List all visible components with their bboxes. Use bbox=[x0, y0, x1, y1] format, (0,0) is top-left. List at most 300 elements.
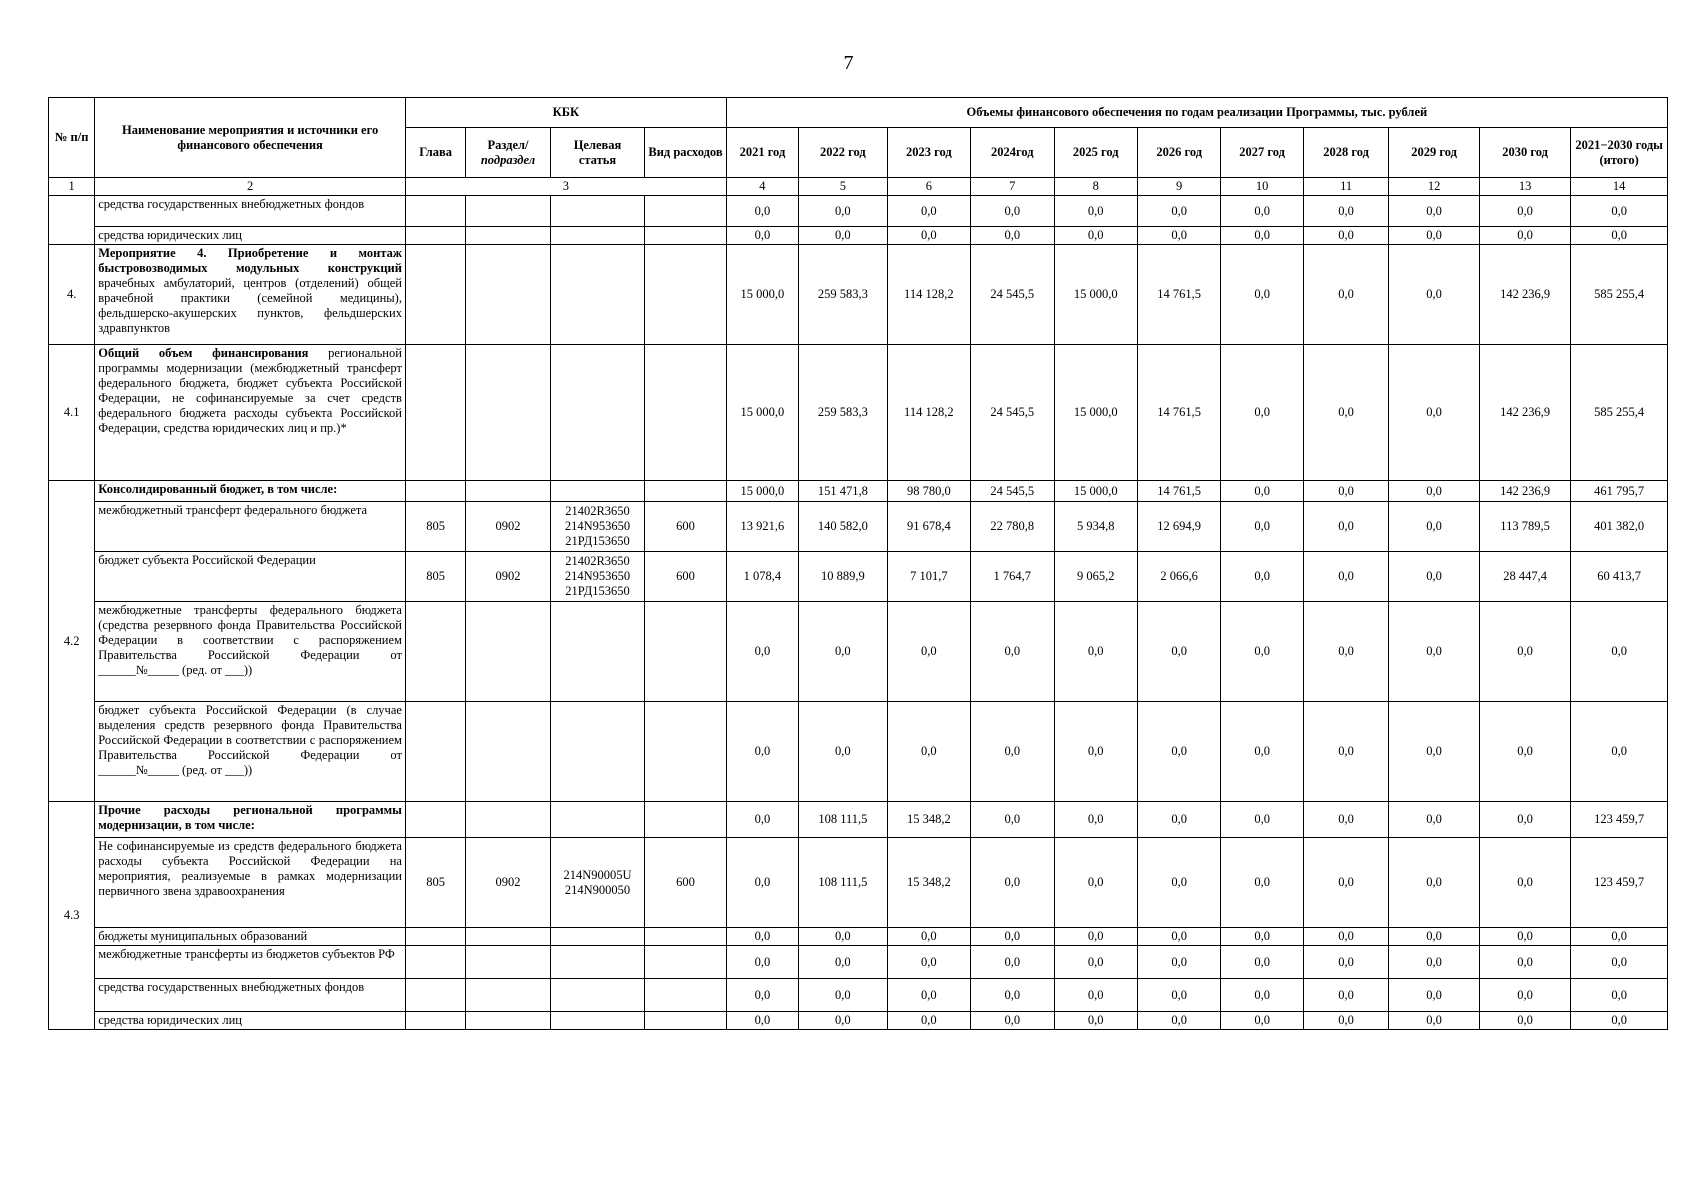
value-cell: 0,0 bbox=[1054, 1012, 1137, 1030]
row-number bbox=[49, 196, 95, 245]
row-label-text: межбюджетные трансферты из бюджетов субъектов РФ bbox=[98, 947, 395, 961]
value-cell: 0,0 bbox=[1389, 838, 1479, 928]
row-label-text: бюджеты муниципальных образований bbox=[98, 929, 308, 943]
header-kbk: КБК bbox=[405, 98, 726, 128]
value-cell: 0,0 bbox=[1221, 602, 1303, 702]
row-label bbox=[95, 227, 406, 245]
col-number: 13 bbox=[1479, 178, 1571, 196]
value-cell: 0,0 bbox=[1303, 552, 1388, 602]
value-cell: 0,0 bbox=[971, 928, 1054, 946]
kbk-vid bbox=[645, 1012, 726, 1030]
value-cell: 0,0 bbox=[1137, 702, 1220, 802]
value-cell: 0,0 bbox=[1389, 502, 1479, 552]
value-cell: 0,0 bbox=[1054, 196, 1137, 227]
value-cell: 0,0 bbox=[726, 802, 798, 838]
row-label-text: бюджет субъекта Российской Федерации bbox=[98, 553, 316, 567]
value-cell: 15 348,2 bbox=[887, 838, 970, 928]
value-cell: 7 101,7 bbox=[887, 552, 970, 602]
value-cell: 0,0 bbox=[887, 196, 970, 227]
kbk-razdel: 0902 bbox=[466, 552, 550, 602]
value-cell: 15 000,0 bbox=[726, 245, 798, 345]
kbk-glava: 805 bbox=[405, 502, 465, 552]
table-row bbox=[49, 552, 1668, 602]
value-cell: 0,0 bbox=[799, 979, 887, 1012]
value-cell: 15 000,0 bbox=[726, 481, 798, 502]
value-cell: 0,0 bbox=[1303, 345, 1388, 481]
header-year: 2027 год bbox=[1221, 128, 1303, 178]
value-cell: 0,0 bbox=[1221, 481, 1303, 502]
header-year: 2022 год bbox=[799, 128, 887, 178]
value-cell: 0,0 bbox=[1221, 802, 1303, 838]
row-number: 4. bbox=[49, 245, 95, 345]
value-cell: 0,0 bbox=[799, 946, 887, 979]
row-label bbox=[95, 481, 406, 502]
kbk-vid bbox=[645, 702, 726, 802]
kbk-statya bbox=[550, 1012, 645, 1030]
value-cell: 0,0 bbox=[1221, 227, 1303, 245]
value-cell: 0,0 bbox=[1571, 702, 1668, 802]
header-year: 2030 год bbox=[1479, 128, 1571, 178]
row-label bbox=[95, 345, 406, 481]
value-cell: 585 255,4 bbox=[1571, 245, 1668, 345]
kbk-vid bbox=[645, 227, 726, 245]
col-number: 3 bbox=[405, 178, 726, 196]
col-number: 10 bbox=[1221, 178, 1303, 196]
value-cell: 0,0 bbox=[971, 1012, 1054, 1030]
value-cell: 15 348,2 bbox=[887, 802, 970, 838]
table-row bbox=[49, 979, 1668, 1012]
value-cell: 0,0 bbox=[1054, 227, 1137, 245]
value-cell: 0,0 bbox=[1389, 227, 1479, 245]
header-glava: Глава bbox=[405, 128, 465, 178]
value-cell: 0,0 bbox=[1054, 946, 1137, 979]
value-cell: 24 545,5 bbox=[971, 481, 1054, 502]
value-cell: 0,0 bbox=[887, 602, 970, 702]
table-body bbox=[49, 196, 1668, 1030]
value-cell: 0,0 bbox=[1571, 227, 1668, 245]
value-cell: 0,0 bbox=[1303, 227, 1388, 245]
col-number: 12 bbox=[1389, 178, 1479, 196]
value-cell: 0,0 bbox=[887, 227, 970, 245]
table-row bbox=[49, 345, 1668, 481]
header-year: 2021 год bbox=[726, 128, 798, 178]
kbk-statya bbox=[550, 946, 645, 979]
value-cell: 0,0 bbox=[1137, 838, 1220, 928]
kbk-vid bbox=[645, 928, 726, 946]
value-cell: 28 447,4 bbox=[1479, 552, 1571, 602]
header-year: 2025 год bbox=[1054, 128, 1137, 178]
kbk-glava bbox=[405, 979, 465, 1012]
header-year: 2028 год bbox=[1303, 128, 1388, 178]
kbk-statya: 21402R3650 214N953650 21РД153650 bbox=[550, 552, 645, 602]
row-label-text: средства государственных внебюджетных фондов bbox=[98, 980, 365, 994]
value-cell: 0,0 bbox=[971, 979, 1054, 1012]
value-cell: 0,0 bbox=[1479, 838, 1571, 928]
table-row bbox=[49, 602, 1668, 702]
value-cell: 0,0 bbox=[1389, 196, 1479, 227]
row-label-bold: Мероприятие 4. Приобретение и монтаж быстровозводимых модульных конструкций bbox=[98, 246, 402, 275]
value-cell: 1 764,7 bbox=[971, 552, 1054, 602]
value-cell: 13 921,6 bbox=[726, 502, 798, 552]
value-cell: 0,0 bbox=[1303, 502, 1388, 552]
col-number: 7 bbox=[971, 178, 1054, 196]
value-cell: 12 694,9 bbox=[1137, 502, 1220, 552]
kbk-statya bbox=[550, 702, 645, 802]
value-cell: 0,0 bbox=[726, 946, 798, 979]
value-cell: 0,0 bbox=[1571, 196, 1668, 227]
value-cell: 0,0 bbox=[1054, 802, 1137, 838]
value-cell: 0,0 bbox=[1303, 602, 1388, 702]
kbk-vid bbox=[645, 979, 726, 1012]
value-cell: 0,0 bbox=[971, 802, 1054, 838]
kbk-razdel bbox=[466, 802, 550, 838]
kbk-vid bbox=[645, 602, 726, 702]
value-cell: 22 780,8 bbox=[971, 502, 1054, 552]
row-label-text: межбюджетный трансферт федерального бюджета bbox=[98, 503, 368, 517]
kbk-glava bbox=[405, 1012, 465, 1030]
value-cell: 0,0 bbox=[1389, 602, 1479, 702]
value-cell: 259 583,3 bbox=[799, 345, 887, 481]
value-cell: 0,0 bbox=[1303, 245, 1388, 345]
row-number: 4.3 bbox=[49, 802, 95, 1030]
kbk-razdel bbox=[466, 481, 550, 502]
col-number: 2 bbox=[95, 178, 406, 196]
value-cell: 0,0 bbox=[1389, 979, 1479, 1012]
value-cell: 0,0 bbox=[1479, 928, 1571, 946]
kbk-vid: 600 bbox=[645, 838, 726, 928]
row-label bbox=[95, 979, 406, 1012]
value-cell: 142 236,9 bbox=[1479, 345, 1571, 481]
value-cell: 401 382,0 bbox=[1571, 502, 1668, 552]
value-cell: 0,0 bbox=[1221, 1012, 1303, 1030]
kbk-statya: 214N90005U 214N900050 bbox=[550, 838, 645, 928]
value-cell: 0,0 bbox=[971, 602, 1054, 702]
value-cell: 0,0 bbox=[1303, 1012, 1388, 1030]
value-cell: 0,0 bbox=[1571, 946, 1668, 979]
value-cell: 0,0 bbox=[1221, 552, 1303, 602]
header-statya: Целевая статья bbox=[550, 128, 645, 178]
value-cell: 0,0 bbox=[1479, 196, 1571, 227]
value-cell: 0,0 bbox=[971, 946, 1054, 979]
value-cell: 0,0 bbox=[887, 946, 970, 979]
kbk-vid bbox=[645, 196, 726, 227]
kbk-vid: 600 bbox=[645, 502, 726, 552]
value-cell: 0,0 bbox=[726, 602, 798, 702]
value-cell: 0,0 bbox=[1137, 946, 1220, 979]
value-cell: 0,0 bbox=[1221, 979, 1303, 1012]
value-cell: 0,0 bbox=[726, 227, 798, 245]
value-cell: 0,0 bbox=[1221, 946, 1303, 979]
page-number: 7 bbox=[843, 52, 854, 74]
kbk-glava bbox=[405, 196, 465, 227]
row-label bbox=[95, 196, 406, 227]
kbk-glava: 805 bbox=[405, 552, 465, 602]
col-number: 14 bbox=[1571, 178, 1668, 196]
value-cell: 0,0 bbox=[799, 196, 887, 227]
table-row bbox=[49, 928, 1668, 946]
header-num: № п/п bbox=[49, 98, 95, 178]
value-cell: 5 934,8 bbox=[1054, 502, 1137, 552]
kbk-razdel bbox=[466, 702, 550, 802]
value-cell: 0,0 bbox=[1389, 702, 1479, 802]
value-cell: 15 000,0 bbox=[1054, 345, 1137, 481]
row-label bbox=[95, 928, 406, 946]
value-cell: 24 545,5 bbox=[971, 245, 1054, 345]
value-cell: 0,0 bbox=[1054, 838, 1137, 928]
kbk-razdel: 0902 bbox=[466, 838, 550, 928]
row-label-text: средства юридических лиц bbox=[98, 1013, 242, 1027]
value-cell: 0,0 bbox=[887, 928, 970, 946]
kbk-statya bbox=[550, 245, 645, 345]
value-cell: 0,0 bbox=[1054, 602, 1137, 702]
row-number: 4.1 bbox=[49, 345, 95, 481]
value-cell: 114 128,2 bbox=[887, 245, 970, 345]
col-number: 9 bbox=[1137, 178, 1220, 196]
value-cell: 0,0 bbox=[1221, 245, 1303, 345]
column-number-row bbox=[49, 178, 1668, 196]
header-razdel: Раздел/ подраздел bbox=[466, 128, 550, 178]
row-label bbox=[95, 602, 406, 702]
value-cell: 113 789,5 bbox=[1479, 502, 1571, 552]
value-cell: 0,0 bbox=[1221, 838, 1303, 928]
value-cell: 0,0 bbox=[1389, 802, 1479, 838]
row-label-bold: Прочие расходы региональной программы модернизации, в том числе: bbox=[98, 803, 402, 832]
value-cell: 0,0 bbox=[1303, 481, 1388, 502]
value-cell: 0,0 bbox=[1137, 928, 1220, 946]
value-cell: 0,0 bbox=[971, 227, 1054, 245]
table-row bbox=[49, 502, 1668, 552]
value-cell: 0,0 bbox=[726, 1012, 798, 1030]
row-label-text: врачебных амбулаторий, центров (отделений) общей врачебной практики (семейной медицины), фельдшерско-акушерских пунктов, фельдшерских здравпунктов bbox=[98, 276, 402, 335]
table-row bbox=[49, 245, 1668, 345]
value-cell: 151 471,8 bbox=[799, 481, 887, 502]
kbk-vid: 600 bbox=[645, 552, 726, 602]
row-label bbox=[95, 552, 406, 602]
value-cell: 585 255,4 bbox=[1571, 345, 1668, 481]
value-cell: 0,0 bbox=[1303, 196, 1388, 227]
value-cell: 0,0 bbox=[1137, 602, 1220, 702]
value-cell: 0,0 bbox=[1389, 245, 1479, 345]
kbk-razdel bbox=[466, 345, 550, 481]
value-cell: 0,0 bbox=[1479, 979, 1571, 1012]
value-cell: 0,0 bbox=[1137, 227, 1220, 245]
value-cell: 0,0 bbox=[1054, 979, 1137, 1012]
value-cell: 0,0 bbox=[971, 196, 1054, 227]
kbk-statya bbox=[550, 979, 645, 1012]
value-cell: 9 065,2 bbox=[1054, 552, 1137, 602]
header-name: Наименование мероприятия и источники его финансового обеспечения bbox=[95, 98, 406, 178]
col-number: 11 bbox=[1303, 178, 1388, 196]
value-cell: 0,0 bbox=[1389, 1012, 1479, 1030]
value-cell: 0,0 bbox=[726, 838, 798, 928]
value-cell: 0,0 bbox=[1479, 802, 1571, 838]
financing-table bbox=[48, 97, 1668, 1030]
value-cell: 0,0 bbox=[1303, 802, 1388, 838]
kbk-vid bbox=[645, 946, 726, 979]
value-cell: 142 236,9 bbox=[1479, 481, 1571, 502]
value-cell: 2 066,6 bbox=[1137, 552, 1220, 602]
kbk-statya bbox=[550, 802, 645, 838]
value-cell: 0,0 bbox=[1137, 979, 1220, 1012]
value-cell: 0,0 bbox=[1571, 928, 1668, 946]
kbk-vid bbox=[645, 481, 726, 502]
table-row bbox=[49, 802, 1668, 838]
value-cell: 0,0 bbox=[1479, 1012, 1571, 1030]
value-cell: 24 545,5 bbox=[971, 345, 1054, 481]
kbk-statya bbox=[550, 481, 645, 502]
row-number: 4.2 bbox=[49, 481, 95, 802]
value-cell: 108 111,5 bbox=[799, 838, 887, 928]
kbk-statya bbox=[550, 602, 645, 702]
value-cell: 0,0 bbox=[1221, 702, 1303, 802]
row-label-text: бюджет субъекта Российской Федерации (в случае выделения средств резервного фонда Правительства Российской Федерации в соответствии с распоряжением Правительства Российской Федерации от ______№_____ (ред. от ___)) bbox=[98, 703, 402, 777]
kbk-glava bbox=[405, 345, 465, 481]
kbk-razdel bbox=[466, 602, 550, 702]
header-year: 2023 год bbox=[887, 128, 970, 178]
row-label-text: межбюджетные трансферты федерального бюджета (средства резервного фонда Правительства Российской Федерации в соответствии с распоряжением Правительства Российской Федерации от ______№_____ (ред. от ___)) bbox=[98, 603, 402, 677]
row-label-text: Не софинансируемые из средств федерального бюджета расходы субъекта Российской Федерации на мероприятия, реализуемые в рамках модернизации первичного звена здравоохранения bbox=[98, 839, 402, 898]
kbk-statya bbox=[550, 196, 645, 227]
row-label-text: средства юридических лиц bbox=[98, 228, 242, 242]
row-label bbox=[95, 1012, 406, 1030]
value-cell: 0,0 bbox=[971, 702, 1054, 802]
value-cell: 1 078,4 bbox=[726, 552, 798, 602]
kbk-razdel bbox=[466, 1012, 550, 1030]
table-row bbox=[49, 946, 1668, 979]
value-cell: 15 000,0 bbox=[1054, 245, 1137, 345]
row-label bbox=[95, 702, 406, 802]
row-label bbox=[95, 245, 406, 345]
value-cell: 0,0 bbox=[1479, 702, 1571, 802]
row-label-text: средства государственных внебюджетных фондов bbox=[98, 197, 365, 211]
value-cell: 0,0 bbox=[1054, 702, 1137, 802]
value-cell: 0,0 bbox=[1303, 979, 1388, 1012]
value-cell: 0,0 bbox=[1303, 946, 1388, 979]
col-number: 8 bbox=[1054, 178, 1137, 196]
kbk-glava bbox=[405, 802, 465, 838]
row-label bbox=[95, 946, 406, 979]
value-cell: 0,0 bbox=[799, 227, 887, 245]
value-cell: 60 413,7 bbox=[1571, 552, 1668, 602]
kbk-vid bbox=[645, 245, 726, 345]
row-label bbox=[95, 838, 406, 928]
kbk-razdel bbox=[466, 946, 550, 979]
value-cell: 0,0 bbox=[1389, 552, 1479, 602]
value-cell: 0,0 bbox=[887, 979, 970, 1012]
kbk-glava: 805 bbox=[405, 838, 465, 928]
kbk-glava bbox=[405, 946, 465, 979]
kbk-vid bbox=[645, 345, 726, 481]
kbk-statya bbox=[550, 227, 645, 245]
table-row bbox=[49, 481, 1668, 502]
value-cell: 123 459,7 bbox=[1571, 802, 1668, 838]
table-row bbox=[49, 1012, 1668, 1030]
value-cell: 0,0 bbox=[1221, 928, 1303, 946]
row-label-bold: Консолидированный бюджет, в том числе: bbox=[98, 482, 338, 496]
value-cell: 10 889,9 bbox=[799, 552, 887, 602]
value-cell: 0,0 bbox=[1221, 196, 1303, 227]
kbk-statya: 21402R3650 214N953650 21РД153650 bbox=[550, 502, 645, 552]
col-number: 6 bbox=[887, 178, 970, 196]
table-row bbox=[49, 838, 1668, 928]
kbk-razdel bbox=[466, 928, 550, 946]
value-cell: 0,0 bbox=[1479, 946, 1571, 979]
row-label-bold: Общий объем финансирования bbox=[98, 346, 309, 360]
row-label bbox=[95, 502, 406, 552]
kbk-razdel bbox=[466, 227, 550, 245]
table-row bbox=[49, 227, 1668, 245]
row-label-text: региональной программы модернизации (межбюджетный трансферт федерального бюджета, бюджет субъекта Российской Федерации, не софинансируемые за счет средств федерального бюджета расходы субъекта Российской Федерации, средства юридических лиц и пр.)* bbox=[98, 346, 402, 435]
kbk-statya bbox=[550, 345, 645, 481]
value-cell: 14 761,5 bbox=[1137, 345, 1220, 481]
value-cell: 0,0 bbox=[1389, 481, 1479, 502]
table-row bbox=[49, 702, 1668, 802]
value-cell: 98 780,0 bbox=[887, 481, 970, 502]
value-cell: 0,0 bbox=[1137, 1012, 1220, 1030]
header-year-total: 2021−2030 годы (итого) bbox=[1571, 128, 1668, 178]
row-label bbox=[95, 802, 406, 838]
col-number: 4 bbox=[726, 178, 798, 196]
value-cell: 0,0 bbox=[887, 702, 970, 802]
col-number: 1 bbox=[49, 178, 95, 196]
kbk-glava bbox=[405, 702, 465, 802]
value-cell: 0,0 bbox=[1479, 227, 1571, 245]
value-cell: 0,0 bbox=[1303, 838, 1388, 928]
value-cell: 0,0 bbox=[887, 1012, 970, 1030]
value-cell: 0,0 bbox=[726, 196, 798, 227]
value-cell: 0,0 bbox=[726, 979, 798, 1012]
value-cell: 0,0 bbox=[1137, 802, 1220, 838]
value-cell: 123 459,7 bbox=[1571, 838, 1668, 928]
header-year: 2024год bbox=[971, 128, 1054, 178]
value-cell: 0,0 bbox=[1571, 602, 1668, 702]
kbk-glava bbox=[405, 245, 465, 345]
kbk-glava bbox=[405, 602, 465, 702]
kbk-razdel bbox=[466, 245, 550, 345]
value-cell: 0,0 bbox=[1137, 196, 1220, 227]
value-cell: 0,0 bbox=[799, 1012, 887, 1030]
value-cell: 0,0 bbox=[1389, 928, 1479, 946]
value-cell: 259 583,3 bbox=[799, 245, 887, 345]
kbk-statya bbox=[550, 928, 645, 946]
table-row bbox=[49, 196, 1668, 227]
value-cell: 0,0 bbox=[799, 602, 887, 702]
value-cell: 0,0 bbox=[1303, 702, 1388, 802]
value-cell: 142 236,9 bbox=[1479, 245, 1571, 345]
kbk-glava bbox=[405, 227, 465, 245]
header-volumes: Объемы финансового обеспечения по годам реализации Программы, тыс. рублей bbox=[726, 98, 1667, 128]
value-cell: 0,0 bbox=[799, 702, 887, 802]
kbk-glava bbox=[405, 481, 465, 502]
value-cell: 0,0 bbox=[726, 928, 798, 946]
value-cell: 0,0 bbox=[1389, 345, 1479, 481]
value-cell: 0,0 bbox=[1389, 946, 1479, 979]
kbk-razdel: 0902 bbox=[466, 502, 550, 552]
value-cell: 14 761,5 bbox=[1137, 481, 1220, 502]
header-year: 2029 год bbox=[1389, 128, 1479, 178]
value-cell: 0,0 bbox=[971, 838, 1054, 928]
kbk-razdel bbox=[466, 979, 550, 1012]
value-cell: 461 795,7 bbox=[1571, 481, 1668, 502]
value-cell: 0,0 bbox=[1221, 502, 1303, 552]
value-cell: 91 678,4 bbox=[887, 502, 970, 552]
value-cell: 0,0 bbox=[1479, 602, 1571, 702]
value-cell: 108 111,5 bbox=[799, 802, 887, 838]
value-cell: 0,0 bbox=[1303, 928, 1388, 946]
value-cell: 0,0 bbox=[1054, 928, 1137, 946]
value-cell: 0,0 bbox=[726, 702, 798, 802]
value-cell: 0,0 bbox=[1221, 345, 1303, 481]
